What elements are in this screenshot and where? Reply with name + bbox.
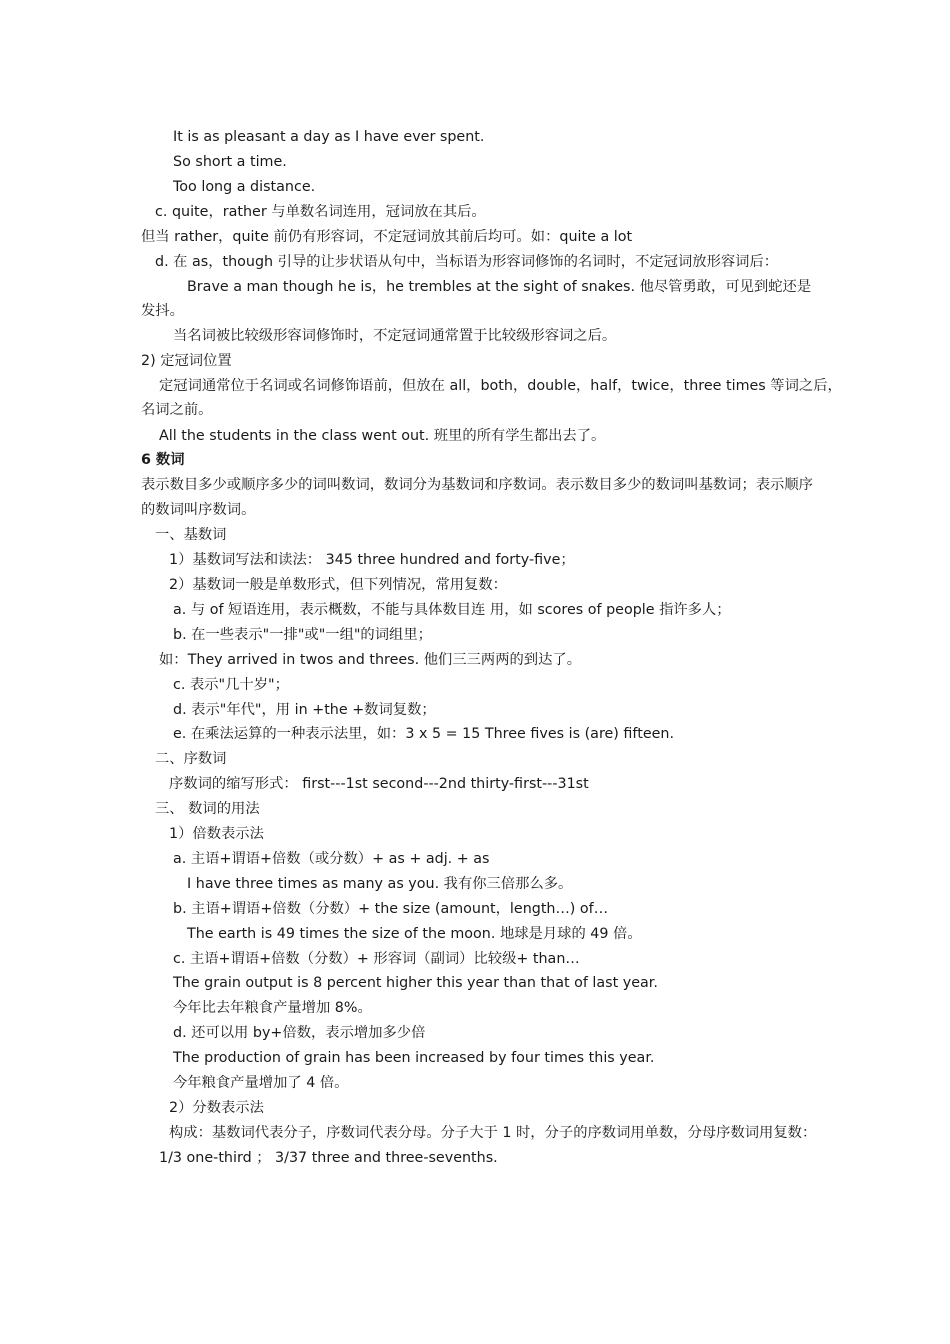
text-line: I have three times as many as you. 我有你三倍那么多。 <box>187 876 573 892</box>
text-line: 今年比去年粮食产量增加 8%。 <box>173 1000 372 1016</box>
text-line: Too long a distance. <box>173 179 316 195</box>
text-line: 1）倍数表示法 <box>169 826 264 842</box>
text-line: 定冠词通常位于名词或名词修饰语前，但放在 all，both，double，half，twice，three times 等词之后， <box>159 378 842 394</box>
text-line: 如：They arrived in twos and threes. 他们三三两两的到达了。 <box>159 652 581 668</box>
text-line: c. 表示"几十岁"； <box>173 677 289 693</box>
text-line: 1）基数词写法和读法： 345 three hundred and forty-five； <box>169 552 575 568</box>
text-line: It is as pleasant a day as I have ever spent. <box>173 129 485 145</box>
text-line: Brave a man though he is，he trembles at the sight of snakes. 他尽管勇敢，可见到蛇还是 <box>187 279 812 295</box>
text-line: 序数词的缩写形式： first---1st second---2nd thirty-first---31st <box>169 776 589 792</box>
text-line: a. 主语+谓语+倍数（或分数）+ as + adj. + as <box>173 851 490 867</box>
text-line: c. 主语+谓语+倍数（分数）+ 形容词（副词）比较级+ than… <box>173 951 580 967</box>
section-heading: 三、 数词的用法 <box>155 801 260 817</box>
text-line: 的数词叫序数词。 <box>141 502 256 518</box>
text-line: e. 在乘法运算的一种表示法里，如：3 x 5 = 15 Three fives is (are) fifteen. <box>173 726 675 742</box>
section-heading: 二、序数词 <box>155 751 227 767</box>
text-line: The production of grain has been increased by four times this year. <box>173 1050 655 1066</box>
text-line: d. 还可以用 by+倍数，表示增加多少倍 <box>173 1025 426 1041</box>
section-heading: 2) 定冠词位置 <box>141 353 232 369</box>
text-line: 但当 rather，quite 前仍有形容词，不定冠词放其前后均可。如：quite a lot <box>141 229 633 245</box>
text-line: The earth is 49 times the size of the moon. 地球是月球的 49 倍。 <box>187 926 642 942</box>
text-line: So short a time. <box>173 154 287 170</box>
text-line: 表示数目多少或顺序多少的词叫数词，数词分为基数词和序数词。表示数目多少的数词叫基数词；表示顺序 <box>141 477 813 493</box>
text-line: All the students in the class went out. 班里的所有学生都出去了。 <box>159 428 606 444</box>
text-line: 2）分数表示法 <box>169 1100 264 1116</box>
text-line: 2）基数词一般是单数形式，但下列情况，常用复数： <box>169 577 507 593</box>
text-line: 构成：基数词代表分子，序数词代表分母。分子大于 1 时，分子的序数词用单数，分母序数词用复数： <box>169 1125 817 1141</box>
section-title: 6 数词 <box>141 452 185 468</box>
text-line: 今年粮食产量增加了 4 倍。 <box>173 1075 349 1091</box>
text-line: d. 表示"年代"，用 in +the +数词复数； <box>173 702 436 718</box>
text-line: b. 在一些表示"一排"或"一组"的词组里； <box>173 627 432 643</box>
text-line: 发抖。 <box>141 303 184 319</box>
text-line: c. quite，rather 与单数名词连用，冠词放在其后。 <box>155 204 486 220</box>
text-line: d. 在 as，though 引导的让步状语从句中，当标语为形容词修饰的名词时，不定冠词放形容词后： <box>155 254 779 270</box>
text-line: 1/3 one-third ； 3/37 three and three-sevenths. <box>159 1150 498 1166</box>
text-line: The grain output is 8 percent higher this year than that of last year. <box>173 975 658 991</box>
text-line: 当名词被比较级形容词修饰时，不定冠词通常置于比较级形容词之后。 <box>173 328 617 344</box>
text-line: a. 与 of 短语连用，表示概数，不能与具体数目连 用，如 scores of people 指许多人； <box>173 602 731 618</box>
text-line: b. 主语+谓语+倍数（分数）+ the size (amount，length…) of… <box>173 901 608 917</box>
section-heading: 一、基数词 <box>155 527 227 543</box>
text-line: 名词之前。 <box>141 402 213 418</box>
